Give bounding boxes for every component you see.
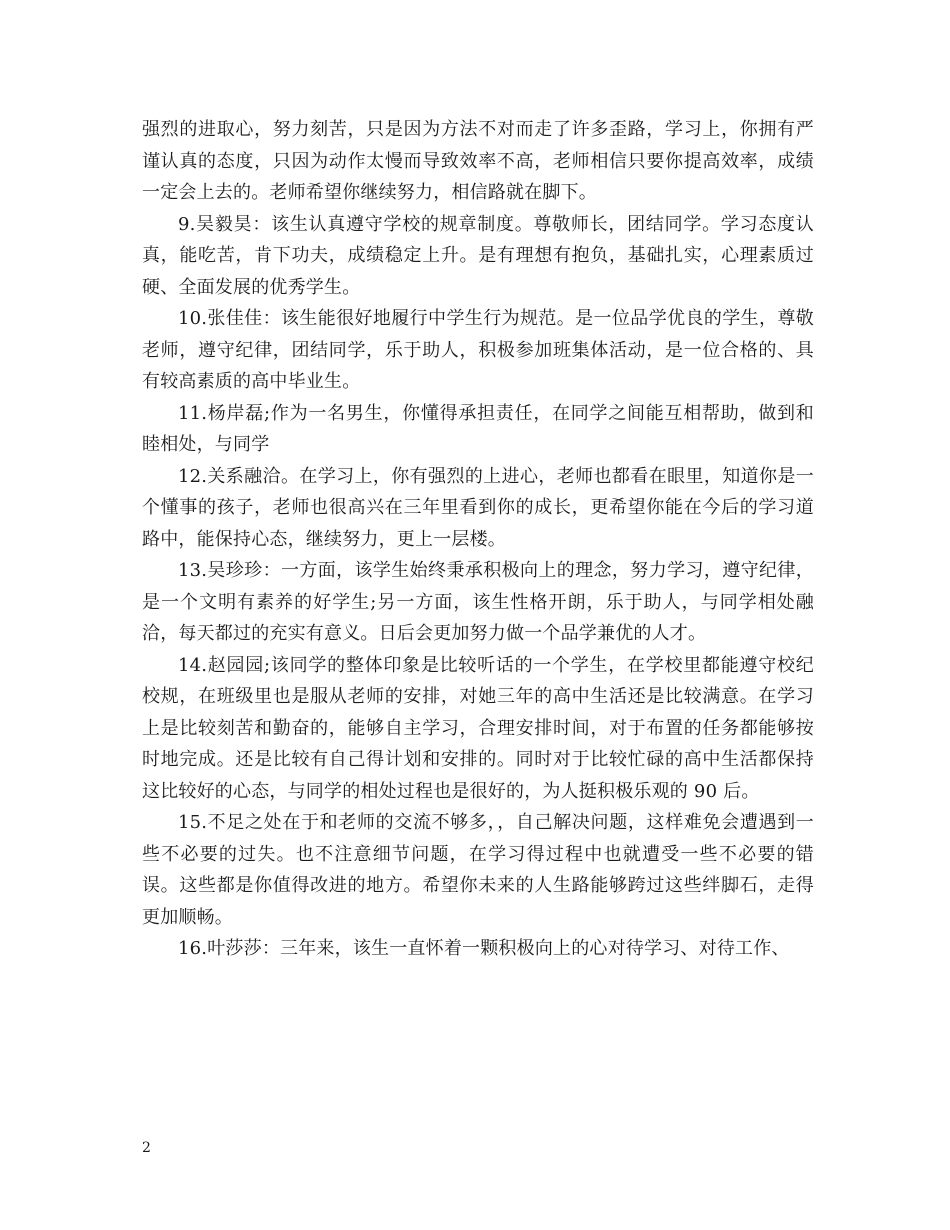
paragraph-continuation: 强烈的进取心，努力刻苦，只是因为方法不对而走了许多歪路，学习上，你拥有严谨认真的态度，只因为动作太慢而导致效率不高，老师相信只要你提高效率，成绩一定会上去的。老师希望你继续努力，相信路就在脚下。 — [142, 119, 814, 203]
page-number: 2 — [142, 1140, 151, 1156]
paragraph-comment-11: 11.杨岸磊;作为一名男生，你懂得承担责任，在同学之间能互相帮助，做到和睦相处，与同学 — [142, 402, 814, 455]
paragraph-comment-13: 13.吴珍珍：一方面，该学生始终秉承积极向上的理念，努力学习，遵守纪律，是一个文明有素养的好学生;另一方面，该生性格开朗，乐于助人，与同学相处融洽，每天都过的充实有意义。日后会更加努力做一个品学兼优的人才。 — [142, 560, 814, 644]
paragraph-comment-12: 12.关系融洽。在学习上，你有强烈的上进心，老师也都看在眼里，知道你是一个懂事的孩子，老师也很高兴在三年里看到你的成长，更希望你能在今后的学习道路中，能保持心态，继续努力，更上一层楼。 — [142, 465, 814, 550]
paragraph-comment-15: 15.不足之处在于和老师的交流不够多，，自己解决问题，这样难免会遭遇到一些不必要的过失。也不注意细节问题，在学习得过程中也就遭受一些不必要的错误。这些都是你值得改进的地方。希望你未来的人生路能够跨过这些绊脚石，走得更加顺畅。 — [142, 812, 814, 928]
document-body — [142, 114, 814, 965]
paragraph-comment-10: 10.张佳佳：该生能很好地履行中学生行为规范。是一位品学优良的学生，尊敬老师，遵守纪律，团结同学，乐于助人，积极参加班集体活动，是一位合格的、具有较高素质的高中毕业生。 — [142, 308, 814, 392]
paragraph-comment-16: 16.叶莎莎：三年来，该生一直怀着一颗积极向上的心对待学习、对待工作、 — [178, 938, 790, 959]
paragraph-comment-9: 9.吴毅昊：该生认真遵守学校的规章制度。尊敬师长，团结同学。学习态度认真，能吃苦，肯下功夫，成绩稳定上升。是有理想有抱负，基础扎实，心理素质过硬、全面发展的优秀学生。 — [142, 213, 814, 298]
paragraph-comment-14: 14.赵园园;该同学的整体印象是比较听话的一个学生，在学校里都能遵守校纪校规，在班级里也是服从老师的安排，对她三年的高中生活还是比较满意。在学习上是比较刻苦和勤奋的，能够自主学习，合理安排时间，对于布置的任务都能够按时地完成。还是比较有自己得计划和安排的。同时对于比较忙碌的高中生活都保持这比较好的心态，与同学的相处过程也是很好的，为人挺积极乐观的 90 后。 — [142, 654, 814, 802]
